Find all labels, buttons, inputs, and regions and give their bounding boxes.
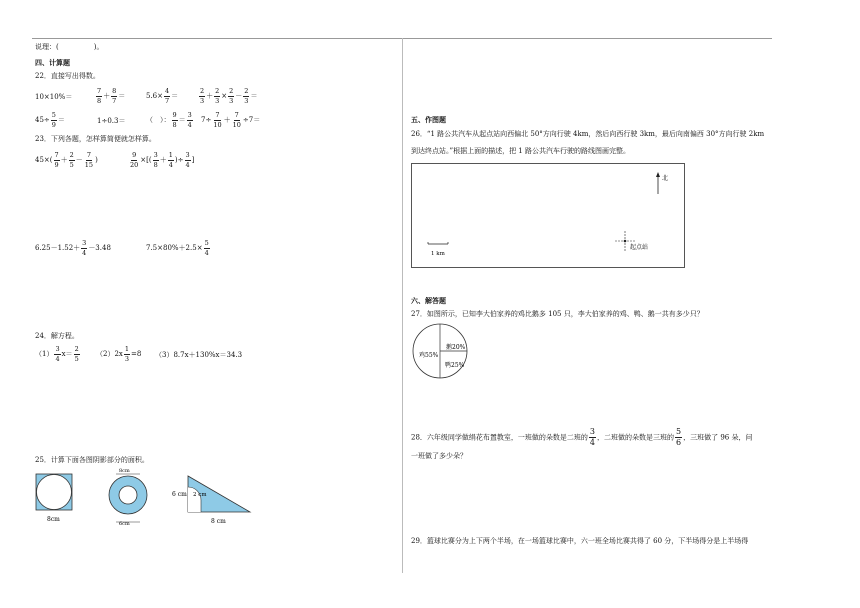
q28-text-line2: 一班做了多少朵？ [411,452,467,460]
pie-label-chicken: 鸡55% [419,352,439,359]
q24-item-3: （3）8.7x＋130%x＝34.3 [155,351,243,359]
q24-prompt: 24．解方程。 [35,332,79,340]
fig2-inner-label: 6cm [119,521,130,527]
q28-text-line1: 28．六年级同学做绢花布置教室，一班做的朵数是二班的 $\frac{3}{4}$ ，二班做的朵数是三班的 $\frac{5}{6}$ ，三班做了 96 朵，问 [411,427,753,447]
q23-prompt: 23．下列各题，怎样算简便就怎样算。 [35,135,156,143]
q25-figure-square-circle [36,474,72,523]
q22-item-5: 45÷ $\frac{5}{9}$ ＝ [35,111,65,129]
q22-item-4: $\frac{2}{3}$ ＋ $\frac{2}{3}$ × $\frac{2}{3}$ － $\frac{2}{3}$ ＝ [200,87,258,105]
q25-prompt: 25．计算下面各图阴影部分的面积。 [35,456,149,464]
section-title-solve: 六、解答题 [411,296,446,305]
q23-item-3: 6.25－1.52＋ $\frac{3}{4}$ －3.48 [35,239,111,257]
start-label: 起点站 [630,244,649,251]
q22-item-1: 10×10%＝ [35,93,73,101]
q25-figure-ring [109,468,147,527]
section-title-draw: 五、作图题 [411,115,446,124]
q23-item-4: 7.5×80%＋2.5× $\frac{5}{4}$ [146,239,209,257]
q25-figures [33,468,273,530]
scale-bar [428,242,448,257]
q26-text-line2: 到达终点站。”根据上面的描述，把 1 路公共汽车行驶的路线图画完整。 [411,147,630,155]
pie-label-goose: 鹅20% [446,344,466,351]
fig3-inner-label: 2 cm [193,492,207,498]
choice-reason-line: 说理：( )。 [35,43,104,51]
fig2-outer-label: 8cm [119,468,130,474]
north-arrow-icon [656,172,668,194]
pie-label-duck: 鸭25% [445,362,465,369]
column-divider [402,38,403,573]
q23-item-2: $\frac{9}{20}$ ×[( $\frac{3}{8}$ ＋ $\frac{1}{4}$ )÷ $\frac{3}{4}$ ] [130,151,195,169]
q26-text-line1: 26．“1 路公共汽车从起点站向西偏北 50°方向行驶 4km，然后向西行驶 3km，最后向南偏西 30°方向行驶 2km [411,130,765,138]
scale-label: 1 km [431,251,445,257]
q22-item-7: （ ）： $\frac{9}{8}$ ＝ $\frac{3}{4}$ [146,111,192,129]
q27-text: 27．如图所示，已知李大伯家养的鸡比鹅多 105 只，李大伯家养的鸡、鸭、鹅一共有多少只？ [411,310,704,318]
q25-figure-triangle [172,476,250,525]
q22-item-6: 1÷0.3＝ [97,117,126,125]
q22-prompt: 22．直接写出得数。 [35,72,100,80]
q22-item-8: 7÷ $\frac{7}{10}$ ＋ $\frac{7}{10}$ ÷7＝ [201,111,261,129]
q24-item-2: （2）2x $\frac{1}{3}$ =8 [96,345,142,363]
q22-item-3: 5.6× $\frac{4}{7}$ ＝ [146,87,179,105]
fig3-base-label: 8 cm [211,518,226,525]
q23-item-1: 45×( $\frac{7}{9}$ ＋ $\frac{2}{5}$ － $\frac{7}{15}$ ) [35,151,98,169]
fig3-height-label: 6 cm [172,491,187,498]
fig1-side-label: 8cm [47,516,60,523]
q27-pie-chart [410,322,474,382]
q29-text: 29．篮球比赛分为上下两个半场，在一场篮球比赛中，六一班全场比赛共得了 60 分，下半场得分是上半场得 [411,537,749,545]
north-label: 北 [662,175,669,182]
start-point-cross-icon [615,231,648,251]
q26-map-box [411,163,685,268]
q26-map [412,164,684,267]
q22-item-2: $\frac{7}{8}$ ＋ $\frac{8}{7}$ ＝ [97,87,126,105]
q24-item-1: （1） $\frac{3}{4}$ x＝ $\frac{2}{5}$ [35,345,79,363]
section-title-calc: 四、计算题 [35,58,70,67]
